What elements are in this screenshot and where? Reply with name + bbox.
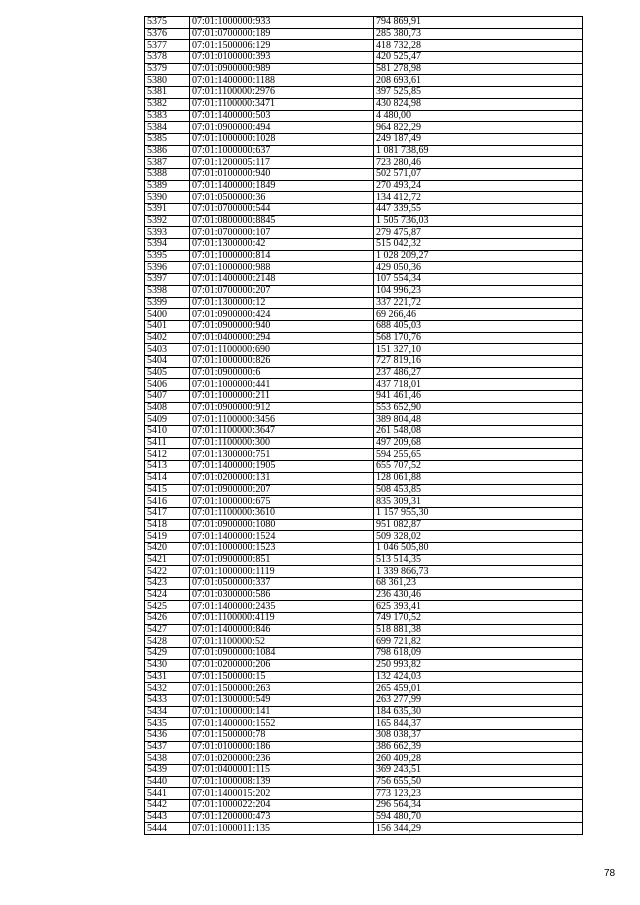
table-row	[145, 566, 583, 578]
cadastral-number-cell: 07:01:1400000:503	[190, 110, 374, 122]
table-row	[145, 718, 583, 730]
cadastral-number-cell: 07:01:1500006:129	[190, 40, 374, 52]
row-number-cell: 5388	[145, 168, 190, 180]
table-row	[145, 531, 583, 543]
amount-cell: 515 042,32	[374, 239, 583, 251]
amount-cell: 655 707,52	[374, 461, 583, 473]
table-row	[145, 519, 583, 531]
amount-cell: 397 525,85	[374, 87, 583, 99]
amount-cell: 165 844,37	[374, 718, 583, 730]
table-row	[145, 145, 583, 157]
cadastral-number-cell: 07:01:0500000:36	[190, 192, 374, 204]
row-number-cell: 5381	[145, 87, 190, 99]
table-row	[145, 426, 583, 438]
table-row	[145, 274, 583, 286]
row-number-cell: 5432	[145, 683, 190, 695]
amount-cell: 279 475,87	[374, 227, 583, 239]
table-row	[145, 542, 583, 554]
row-number-cell: 5429	[145, 648, 190, 660]
row-number-cell: 5430	[145, 659, 190, 671]
row-number-cell: 5377	[145, 40, 190, 52]
row-number-cell: 5440	[145, 776, 190, 788]
table-row	[145, 379, 583, 391]
cadastral-number-cell: 07:01:0200000:236	[190, 753, 374, 765]
amount-cell: 723 280,46	[374, 157, 583, 169]
cadastral-number-cell: 07:01:0400000:294	[190, 332, 374, 344]
amount-cell: 941 461,46	[374, 391, 583, 403]
amount-cell: 594 480,70	[374, 811, 583, 823]
table-row	[145, 262, 583, 274]
row-number-cell: 5401	[145, 320, 190, 332]
table-row	[145, 729, 583, 741]
row-number-cell: 5414	[145, 472, 190, 484]
table-row	[145, 823, 583, 835]
amount-cell: 151 327,10	[374, 344, 583, 356]
table-row	[145, 63, 583, 75]
row-number-cell: 5383	[145, 110, 190, 122]
amount-cell: 553 652,90	[374, 402, 583, 414]
row-number-cell: 5436	[145, 729, 190, 741]
cadastral-number-cell: 07:01:1100000:4119	[190, 613, 374, 625]
table-row	[145, 741, 583, 753]
table-row	[145, 648, 583, 660]
table-row	[145, 636, 583, 648]
row-number-cell: 5397	[145, 274, 190, 286]
row-number-cell: 5390	[145, 192, 190, 204]
row-number-cell: 5413	[145, 461, 190, 473]
cadastral-number-cell: 07:01:1400000:1849	[190, 180, 374, 192]
row-number-cell: 5400	[145, 309, 190, 321]
cadastral-number-cell: 07:01:1000000:211	[190, 391, 374, 403]
amount-cell: 184 635,30	[374, 706, 583, 718]
amount-cell: 260 409,28	[374, 753, 583, 765]
table-row	[145, 110, 583, 122]
table-row	[145, 157, 583, 169]
table-row	[145, 578, 583, 590]
table-row	[145, 297, 583, 309]
cadastral-number-cell: 07:01:1200005:117	[190, 157, 374, 169]
cadastral-number-cell: 07:01:0900000:424	[190, 309, 374, 321]
amount-cell: 296 564,34	[374, 800, 583, 812]
cadastral-number-cell: 07:01:1400000:1552	[190, 718, 374, 730]
cadastral-number-cell: 07:01:1100000:3456	[190, 414, 374, 426]
table-row	[145, 285, 583, 297]
cadastral-number-cell: 07:01:0900000:989	[190, 63, 374, 75]
table-row	[145, 437, 583, 449]
amount-cell: 773 123,23	[374, 788, 583, 800]
amount-cell: 1 339 866,73	[374, 566, 583, 578]
cadastral-number-cell: 07:01:0900000:851	[190, 554, 374, 566]
amount-cell: 594 255,65	[374, 449, 583, 461]
table-row	[145, 122, 583, 134]
amount-cell: 1 028 209,27	[374, 250, 583, 262]
amount-cell: 249 187,49	[374, 133, 583, 145]
row-number-cell: 5422	[145, 566, 190, 578]
cadastral-number-cell: 07:01:0700000:189	[190, 28, 374, 40]
table-row	[145, 659, 583, 671]
table-row	[145, 40, 583, 52]
cadastral-number-cell: 07:01:1000008:139	[190, 776, 374, 788]
row-number-cell: 5442	[145, 800, 190, 812]
cadastral-number-cell: 07:01:1400000:1188	[190, 75, 374, 87]
table-row	[145, 554, 583, 566]
row-number-cell: 5391	[145, 204, 190, 216]
cadastral-number-cell: 07:01:0100000:186	[190, 741, 374, 753]
amount-cell: 308 038,37	[374, 729, 583, 741]
cadastral-number-cell: 07:01:1400000:846	[190, 624, 374, 636]
cadastral-number-cell: 07:01:1000000:826	[190, 355, 374, 367]
cadastral-number-cell: 07:01:1100000:300	[190, 437, 374, 449]
table-row	[145, 87, 583, 99]
table-row	[145, 309, 583, 321]
row-number-cell: 5410	[145, 426, 190, 438]
amount-cell: 951 082,87	[374, 519, 583, 531]
cadastral-number-cell: 07:01:1400000:1524	[190, 531, 374, 543]
cadastral-number-cell: 07:01:1300000:549	[190, 694, 374, 706]
cadastral-number-cell: 07:01:0900000:912	[190, 402, 374, 414]
row-number-cell: 5389	[145, 180, 190, 192]
amount-cell: 502 571,07	[374, 168, 583, 180]
table-row	[145, 484, 583, 496]
cadastral-number-cell: 07:01:1000022:204	[190, 800, 374, 812]
amount-cell: 508 453,85	[374, 484, 583, 496]
amount-cell: 369 243,51	[374, 765, 583, 777]
cadastral-number-cell: 07:01:0100000:393	[190, 52, 374, 64]
row-number-cell: 5380	[145, 75, 190, 87]
row-number-cell: 5427	[145, 624, 190, 636]
row-number-cell: 5420	[145, 542, 190, 554]
table-row	[145, 683, 583, 695]
row-number-cell: 5444	[145, 823, 190, 835]
amount-cell: 1 081 738,69	[374, 145, 583, 157]
registry-table-body	[145, 17, 583, 835]
row-number-cell: 5405	[145, 367, 190, 379]
table-row	[145, 624, 583, 636]
table-row	[145, 332, 583, 344]
cadastral-number-cell: 07:01:1000000:141	[190, 706, 374, 718]
amount-cell: 237 486,27	[374, 367, 583, 379]
cadastral-number-cell: 07:01:0400001:115	[190, 765, 374, 777]
row-number-cell: 5385	[145, 133, 190, 145]
page-number: 78	[604, 868, 616, 879]
row-number-cell: 5403	[145, 344, 190, 356]
cadastral-number-cell: 07:01:1500000:263	[190, 683, 374, 695]
amount-cell: 1 046 505,80	[374, 542, 583, 554]
table-row	[145, 75, 583, 87]
row-number-cell: 5425	[145, 601, 190, 613]
table-row	[145, 613, 583, 625]
table-row	[145, 320, 583, 332]
cadastral-number-cell: 07:01:0900000:1084	[190, 648, 374, 660]
amount-cell: 389 804,48	[374, 414, 583, 426]
amount-cell: 270 493,24	[374, 180, 583, 192]
amount-cell: 749 170,52	[374, 613, 583, 625]
amount-cell: 261 548,08	[374, 426, 583, 438]
table-row	[145, 671, 583, 683]
table-row	[145, 449, 583, 461]
table-row	[145, 239, 583, 251]
cadastral-number-cell: 07:01:0900000:940	[190, 320, 374, 332]
row-number-cell: 5382	[145, 98, 190, 110]
amount-cell: 430 824,98	[374, 98, 583, 110]
table-row	[145, 168, 583, 180]
cadastral-number-cell: 07:01:1200000:473	[190, 811, 374, 823]
amount-cell: 756 655,50	[374, 776, 583, 788]
row-number-cell: 5411	[145, 437, 190, 449]
amount-cell: 250 993,82	[374, 659, 583, 671]
table-row	[145, 28, 583, 40]
amount-cell: 263 277,99	[374, 694, 583, 706]
amount-cell: 107 554,34	[374, 274, 583, 286]
row-number-cell: 5424	[145, 589, 190, 601]
row-number-cell: 5393	[145, 227, 190, 239]
table-row	[145, 800, 583, 812]
row-number-cell: 5404	[145, 355, 190, 367]
table-row	[145, 250, 583, 262]
amount-cell: 699 721,82	[374, 636, 583, 648]
table-row	[145, 402, 583, 414]
amount-cell: 964 822,29	[374, 122, 583, 134]
row-number-cell: 5415	[145, 484, 190, 496]
cadastral-number-cell: 07:01:1400000:1905	[190, 461, 374, 473]
row-number-cell: 5376	[145, 28, 190, 40]
row-number-cell: 5407	[145, 391, 190, 403]
table-row	[145, 694, 583, 706]
cadastral-number-cell: 07:01:0900000:1080	[190, 519, 374, 531]
table-row	[145, 776, 583, 788]
cadastral-number-cell: 07:01:0900000:207	[190, 484, 374, 496]
amount-cell: 4 480,00	[374, 110, 583, 122]
row-number-cell: 5418	[145, 519, 190, 531]
amount-cell: 1 157 955,30	[374, 507, 583, 519]
amount-cell: 128 061,88	[374, 472, 583, 484]
table-row	[145, 52, 583, 64]
cadastral-number-cell: 07:01:1400000:2148	[190, 274, 374, 286]
amount-cell: 518 881,38	[374, 624, 583, 636]
table-row	[145, 355, 583, 367]
cadastral-number-cell: 07:01:0900000:494	[190, 122, 374, 134]
row-number-cell: 5379	[145, 63, 190, 75]
cadastral-number-cell: 07:01:1000000:1523	[190, 542, 374, 554]
row-number-cell: 5395	[145, 250, 190, 262]
table-row	[145, 98, 583, 110]
cadastral-number-cell: 07:01:0100000:940	[190, 168, 374, 180]
table-row	[145, 811, 583, 823]
cadastral-number-cell: 07:01:1300000:12	[190, 297, 374, 309]
cadastral-number-cell: 07:01:1400000:2435	[190, 601, 374, 613]
table-row	[145, 204, 583, 216]
table-row	[145, 706, 583, 718]
row-number-cell: 5417	[145, 507, 190, 519]
table-row	[145, 753, 583, 765]
amount-cell: 497 209,68	[374, 437, 583, 449]
amount-cell: 132 424,03	[374, 671, 583, 683]
row-number-cell: 5438	[145, 753, 190, 765]
amount-cell: 835 309,31	[374, 496, 583, 508]
amount-cell: 68 361,23	[374, 578, 583, 590]
amount-cell: 625 393,41	[374, 601, 583, 613]
amount-cell: 798 618,09	[374, 648, 583, 660]
amount-cell: 337 221,72	[374, 297, 583, 309]
cadastral-number-cell: 07:01:0700000:107	[190, 227, 374, 239]
cadastral-number-cell: 07:01:1300000:42	[190, 239, 374, 251]
row-number-cell: 5423	[145, 578, 190, 590]
cadastral-number-cell: 07:01:0800000:8845	[190, 215, 374, 227]
cadastral-number-cell: 07:01:1000000:637	[190, 145, 374, 157]
cadastral-number-cell: 07:01:1500000:78	[190, 729, 374, 741]
row-number-cell: 5378	[145, 52, 190, 64]
amount-cell: 156 344,29	[374, 823, 583, 835]
table-row	[145, 391, 583, 403]
row-number-cell: 5386	[145, 145, 190, 157]
row-number-cell: 5402	[145, 332, 190, 344]
amount-cell: 104 996,23	[374, 285, 583, 297]
table-row	[145, 414, 583, 426]
row-number-cell: 5443	[145, 811, 190, 823]
cadastral-number-cell: 07:01:1000000:1119	[190, 566, 374, 578]
cadastral-number-cell: 07:01:1100000:3471	[190, 98, 374, 110]
row-number-cell: 5434	[145, 706, 190, 718]
amount-cell: 581 278,98	[374, 63, 583, 75]
amount-cell: 447 339,55	[374, 204, 583, 216]
amount-cell: 727 819,16	[374, 355, 583, 367]
table-row	[145, 17, 583, 29]
amount-cell: 285 380,73	[374, 28, 583, 40]
cadastral-number-cell: 07:01:1100000:2976	[190, 87, 374, 99]
row-number-cell: 5441	[145, 788, 190, 800]
amount-cell: 420 525,47	[374, 52, 583, 64]
cadastral-number-cell: 07:01:0900000:6	[190, 367, 374, 379]
cadastral-number-cell: 07:01:1100000:52	[190, 636, 374, 648]
amount-cell: 265 459,01	[374, 683, 583, 695]
row-number-cell: 5439	[145, 765, 190, 777]
registry-table	[144, 16, 583, 835]
amount-cell: 208 693,61	[374, 75, 583, 87]
cadastral-number-cell: 07:01:1000000:675	[190, 496, 374, 508]
row-number-cell: 5375	[145, 17, 190, 29]
cadastral-number-cell: 07:01:1000000:988	[190, 262, 374, 274]
amount-cell: 794 869,91	[374, 17, 583, 29]
table-row	[145, 589, 583, 601]
amount-cell: 134 412,72	[374, 192, 583, 204]
cadastral-number-cell: 07:01:0700000:544	[190, 204, 374, 216]
cadastral-number-cell: 07:01:1400015:202	[190, 788, 374, 800]
amount-cell: 69 266,46	[374, 309, 583, 321]
table-row	[145, 367, 583, 379]
row-number-cell: 5399	[145, 297, 190, 309]
table-row	[145, 227, 583, 239]
table-row	[145, 344, 583, 356]
table-row	[145, 192, 583, 204]
amount-cell: 236 430,46	[374, 589, 583, 601]
amount-cell: 1 505 736,03	[374, 215, 583, 227]
table-row	[145, 461, 583, 473]
row-number-cell: 5392	[145, 215, 190, 227]
amount-cell: 386 662,39	[374, 741, 583, 753]
row-number-cell: 5408	[145, 402, 190, 414]
cadastral-number-cell: 07:01:1100000:3610	[190, 507, 374, 519]
row-number-cell: 5419	[145, 531, 190, 543]
row-number-cell: 5387	[145, 157, 190, 169]
row-number-cell: 5409	[145, 414, 190, 426]
row-number-cell: 5428	[145, 636, 190, 648]
row-number-cell: 5431	[145, 671, 190, 683]
cadastral-number-cell: 07:01:0300000:586	[190, 589, 374, 601]
row-number-cell: 5435	[145, 718, 190, 730]
table-row	[145, 472, 583, 484]
row-number-cell: 5398	[145, 285, 190, 297]
cadastral-number-cell: 07:01:0200000:206	[190, 659, 374, 671]
cadastral-number-cell: 07:01:0500000:337	[190, 578, 374, 590]
row-number-cell: 5421	[145, 554, 190, 566]
amount-cell: 509 328,02	[374, 531, 583, 543]
cadastral-number-cell: 07:01:1000000:814	[190, 250, 374, 262]
row-number-cell: 5437	[145, 741, 190, 753]
table-row	[145, 133, 583, 145]
cadastral-number-cell: 07:01:1100000:3647	[190, 426, 374, 438]
table-row	[145, 765, 583, 777]
amount-cell: 568 170,76	[374, 332, 583, 344]
cadastral-number-cell: 07:01:1100000:690	[190, 344, 374, 356]
table-row	[145, 788, 583, 800]
row-number-cell: 5412	[145, 449, 190, 461]
cadastral-number-cell: 07:01:0700000:207	[190, 285, 374, 297]
row-number-cell: 5406	[145, 379, 190, 391]
cadastral-number-cell: 07:01:1000011:135	[190, 823, 374, 835]
amount-cell: 513 514,35	[374, 554, 583, 566]
table-row	[145, 496, 583, 508]
row-number-cell: 5384	[145, 122, 190, 134]
cadastral-number-cell: 07:01:1500000:15	[190, 671, 374, 683]
row-number-cell: 5426	[145, 613, 190, 625]
table-row	[145, 215, 583, 227]
cadastral-number-cell: 07:01:1000000:933	[190, 17, 374, 29]
row-number-cell: 5394	[145, 239, 190, 251]
table-row	[145, 601, 583, 613]
amount-cell: 429 050,36	[374, 262, 583, 274]
amount-cell: 418 732,28	[374, 40, 583, 52]
table-row	[145, 180, 583, 192]
cadastral-number-cell: 07:01:1300000:751	[190, 449, 374, 461]
row-number-cell: 5433	[145, 694, 190, 706]
table-row	[145, 507, 583, 519]
cadastral-number-cell: 07:01:0200000:131	[190, 472, 374, 484]
row-number-cell: 5416	[145, 496, 190, 508]
cadastral-number-cell: 07:01:1000000:441	[190, 379, 374, 391]
amount-cell: 688 405,03	[374, 320, 583, 332]
amount-cell: 437 718,01	[374, 379, 583, 391]
cadastral-number-cell: 07:01:1000000:1028	[190, 133, 374, 145]
row-number-cell: 5396	[145, 262, 190, 274]
